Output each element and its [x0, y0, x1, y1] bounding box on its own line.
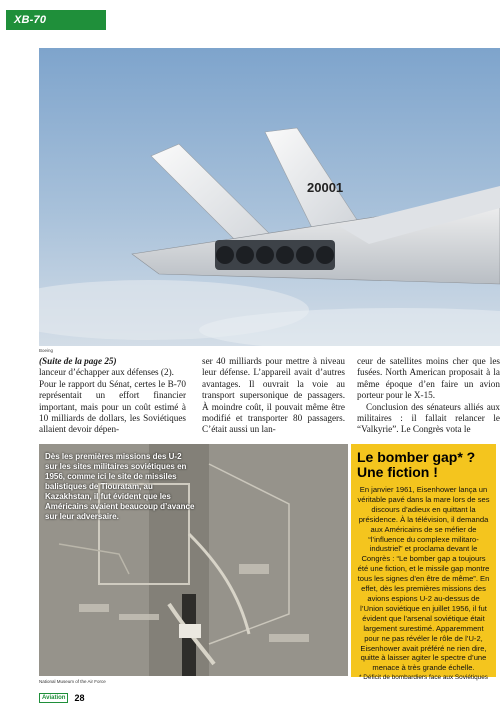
hero-photo-credit: Boeing: [39, 348, 54, 353]
article-paragraph: ser 40 milliards pour mettre à niveau leur défense. L’appareil avait d’autres avantages. Il ouvrait la voie au transport supersonique de passagers. À moindre coût, il pouvait même être modifié et transporter 80 passagers. C’était aussi un lan-: [202, 356, 345, 435]
article-column-3: [357, 356, 500, 436]
satellite-photo-caption: Dès les premières missions des U-2 sur les sites militaires soviétiques en 1956, comme ici le site de missiles balistiques de Tiouratam, au Kazakhstan, il fut évident que les Américains avaient beaucoup d’avance sur leur adversaire.: [45, 452, 195, 521]
article-column-2: [202, 356, 345, 436]
satellite-photo-credit: National Museum of the Air Force: [39, 679, 106, 684]
magazine-logo: Aviation: [39, 693, 68, 703]
continued-note: (Suite de la page 25): [39, 356, 117, 366]
hero-photo-xb70: [39, 48, 500, 346]
article-columns: [39, 356, 500, 444]
sidebar-box: [351, 444, 496, 682]
section-title-tag: XB-70 “VALKYRIE”: [6, 10, 106, 30]
article-column-1: [39, 356, 186, 436]
page-header: [0, 0, 500, 46]
page-number: 28: [74, 693, 85, 704]
article-paragraph: ceur de satellites moins cher que les fusées. North American proposait à la même époque d’en faire un avion porteur pour le X-15.: [357, 356, 500, 401]
satellite-photo-tiouratam: [39, 444, 348, 676]
article-paragraph: Conclusion des sénateurs alliés aux militaires : il fallait relancer le “Valkyrie”. Le Congrès vota le: [357, 401, 500, 435]
sidebar-title: Le bomber gap* ? Une fiction !: [357, 449, 476, 480]
article-paragraph: Pour le rapport du Sénat, certes le B-70 représentait un effort financier important, mais pour un coût estimé à 10 milliards de dollars, les Soviétiques allaient devoir dépen-: [39, 378, 186, 435]
xb70-tail-illustration: [39, 48, 500, 346]
tail-number: 20001: [307, 180, 344, 195]
sidebar-body: En janvier 1961, Eisenhower lança un véritable pavé dans la mare lors de ses discours d’adieux en quittant la présidence. À la télévision, il demanda aux Américains de se méfier de “l’influence du complexe militaro-industriel” et proclama devant le Congrès : “Le bomber gap a toujours été une fiction, et le missile gap montre tous les signes d’en être de même”. En effet, dès les premières missions des avions espions U-2 au-dessus de l’Union soviétique en juillet 1956, il fut évident que l’arsenal soviétique était largement surestimé. Apparemment pour ne pas révéler le rôle de l’U-2, Eisenhower avait préféré ne rien dire, quitte à laisser agiter le spectre d’une menace à très grande échelle.: [357, 485, 490, 673]
article-paragraph: lanceur d’échapper aux défenses (2).: [39, 367, 174, 378]
page-footer: [39, 689, 85, 704]
sidebar-footnote: * Déficit de bombardiers face aux Soviétiques: [359, 674, 488, 682]
